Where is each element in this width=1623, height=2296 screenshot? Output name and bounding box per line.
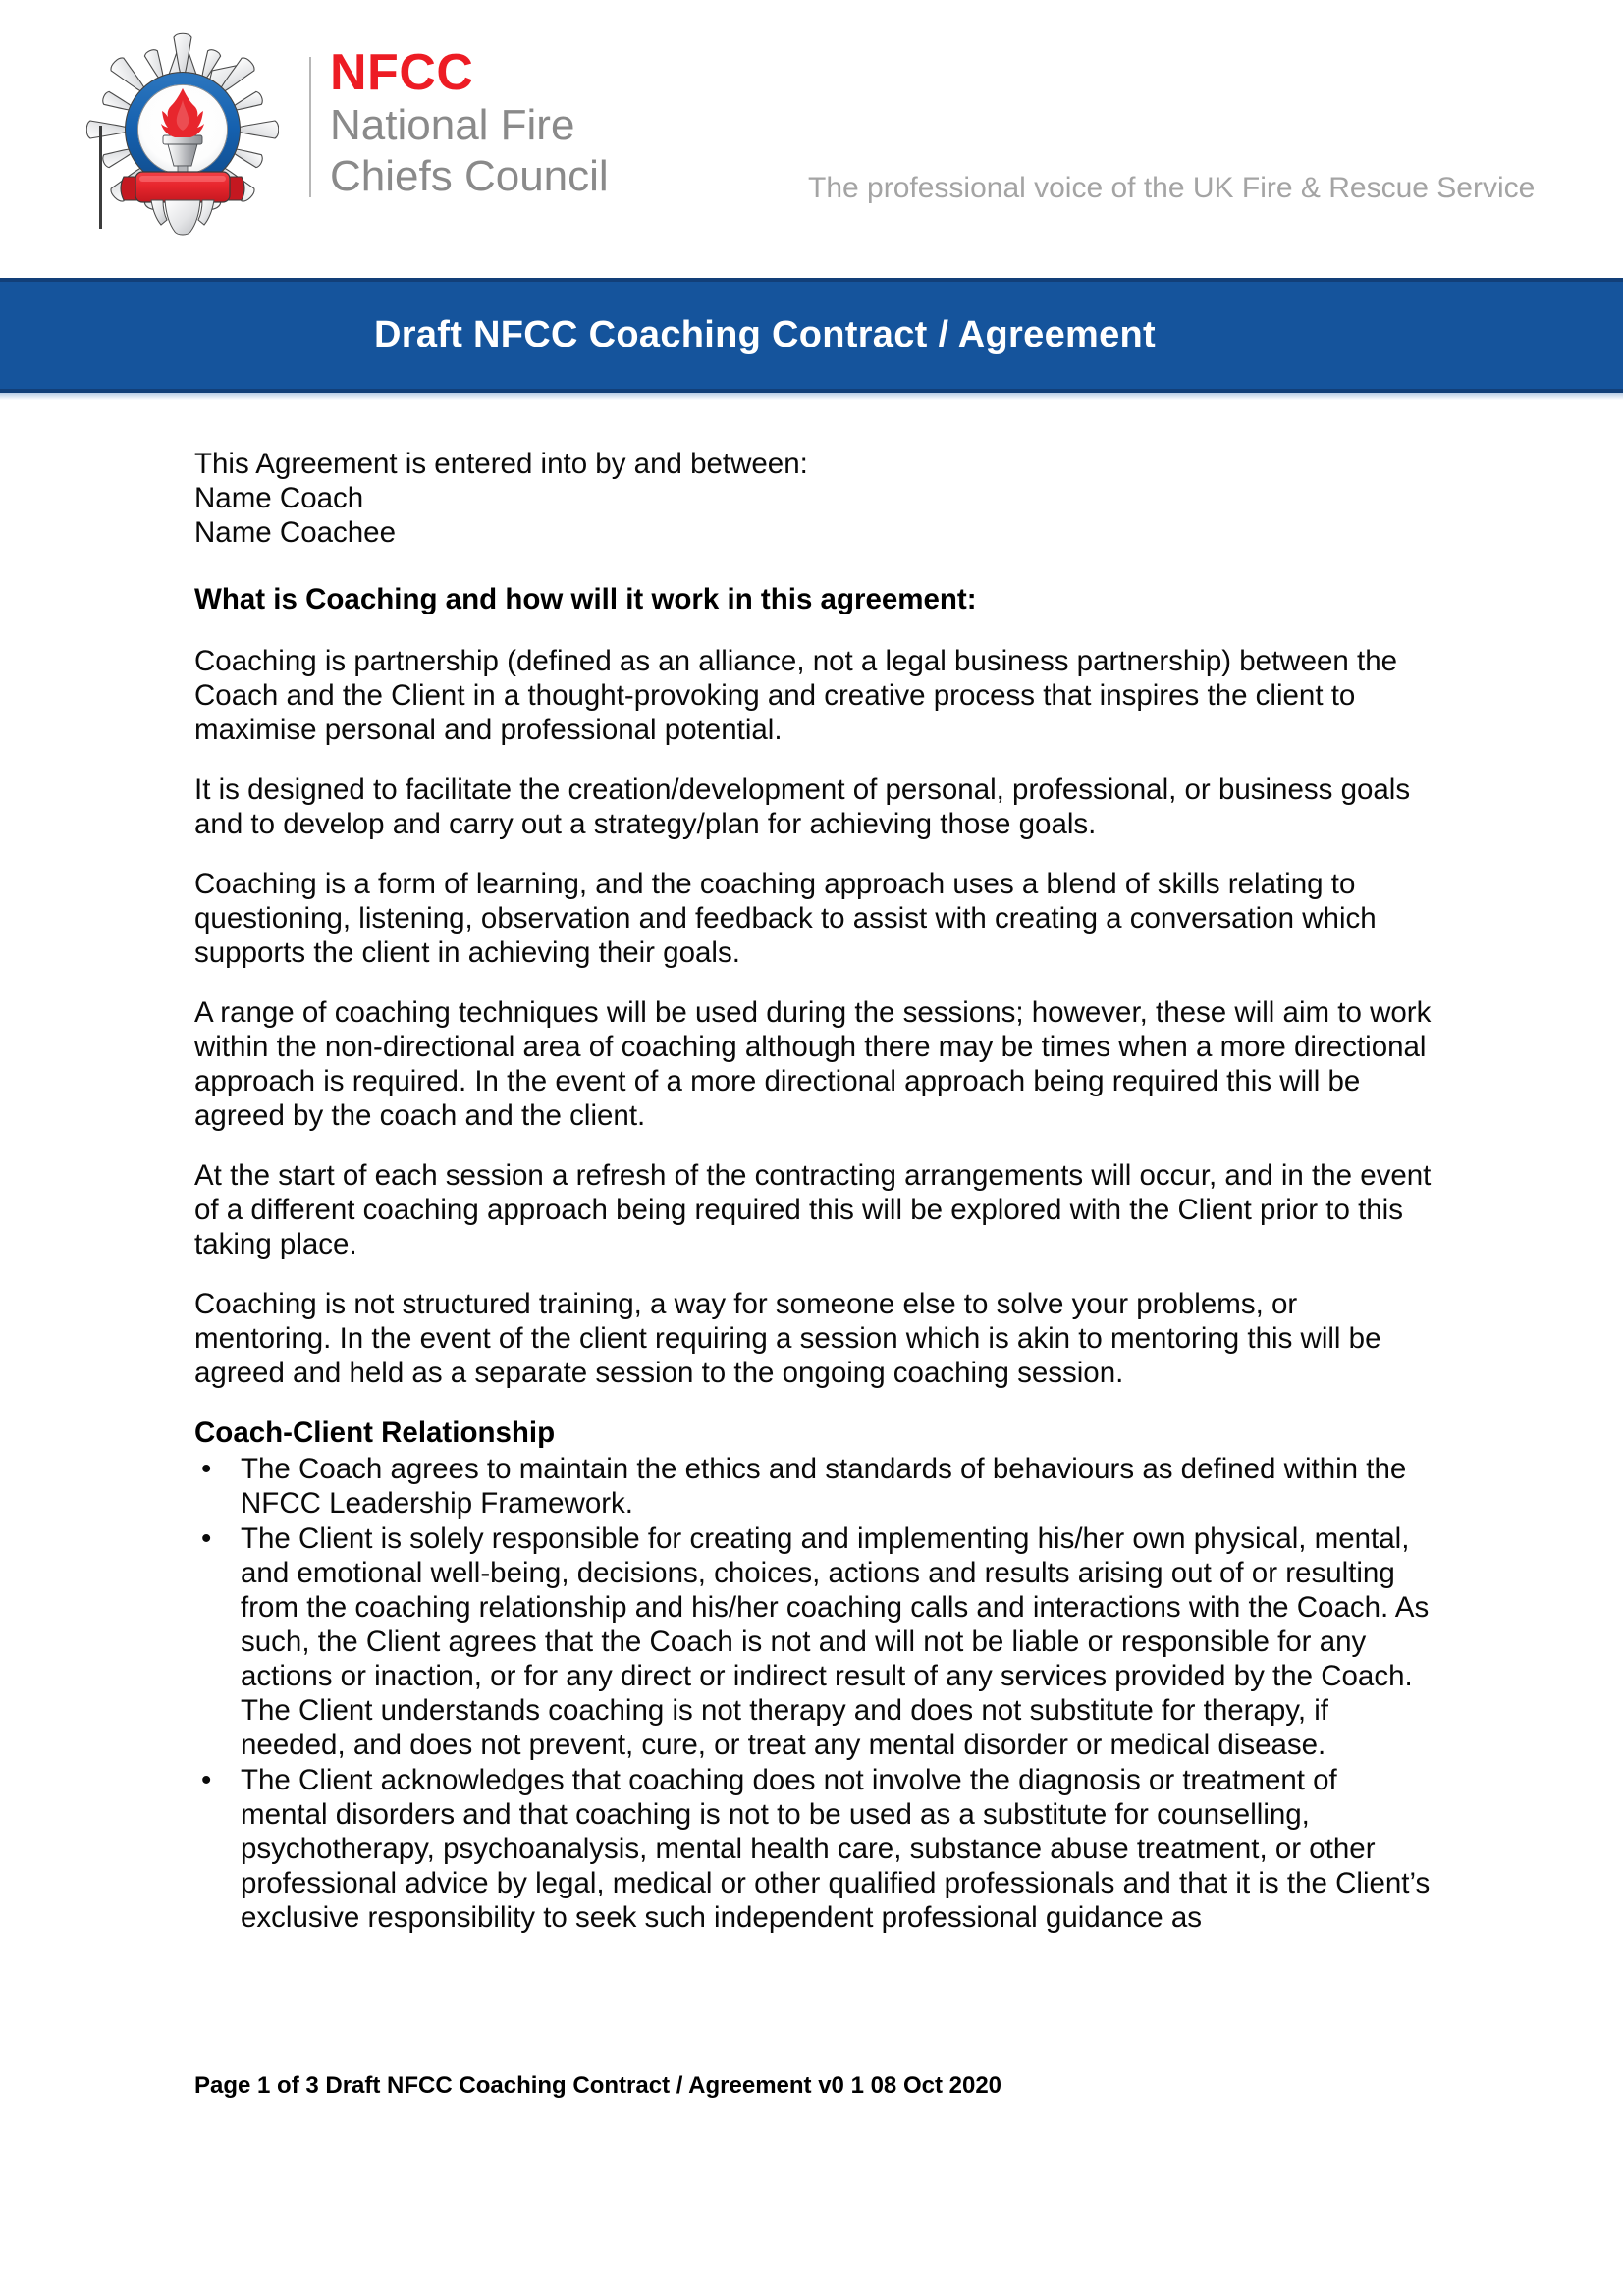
intro-line-1: This Agreement is entered into by and between: [194,448,808,480]
paragraph-start-of-each-session: At the start of each session a refresh of the contracting arrangements will occur, and in the event of a different coaching approach being required this will be explored with the Client prior to this taking place. [194,1159,1432,1260]
list-item [194,1452,1432,1521]
coach-client-relationship-list [194,1452,1432,1935]
banner-shadow [0,393,1623,400]
paragraph-coaching-partnership: Coaching is partnership (defined as an alliance, not a legal business partnership) between the Coach and the Client in a thought-provoking and creative process that inspires the client to maximise personal and professional potential. [194,645,1398,746]
document-header [0,0,1623,278]
list-item [194,1522,1432,1762]
section-heading-what-is-coaching: What is Coaching and how will it work in this agreement: [194,583,977,615]
paragraph-coaching-techniques: A range of coaching techniques will be used during the sessions; however, these will aim to work within the non-directional area of coaching although there may be times when a more directional approach is required. In the event of a more directional approach being required this will be agreed by the coach and the client. [194,996,1432,1132]
intro-line-3: Name Coachee [194,516,396,549]
paragraph-not-structured-training: Coaching is not structured training, a way for someone else to solve your problems, or mentoring. In the event of the client requiring a session which is akin to mentoring this will be agreed and held as a separate session to the ongoing coaching session. [194,1288,1381,1389]
list-item-text: The Client is solely responsible for creating and implementing his/her own physical, mental, and emotional well-being, decisions, choices, actions and results arising out of or resulting from the coaching relationship and his/her coaching calls and interactions with the Coach. As such, the Client agrees that the Coach is not and will not be liable or responsible for any actions or inaction, or for any direct or indirect result of any services provided by the Coach. The Client understands coaching is not therapy and does not substitute for therapy, if needed, and does not prevent, cure, or treat any mental disorder or medical disease. [241,1522,1430,1761]
list-item-text: The Coach agrees to maintain the ethics and standards of behaviours as defined within the NFCC Leadership Framework. [241,1453,1407,1520]
section-heading-coach-client-relationship: Coach-Client Relationship [194,1416,556,1449]
document-title-banner [0,278,1623,393]
list-item-text: The Client acknowledges that coaching does not involve the diagnosis or treatment of mental disorders and that coaching is not to be used as a substitute for counselling, psychotherapy, psychoanalysis, mental health care, substance abuse treatment, or other professional advice by legal, medical or other qualified professionals and that it is the Client’s exclusive responsibility to seek such independent professional guidance as [241,1764,1431,1934]
logo-abbrev: NFCC [330,44,474,101]
paragraph-designed-to-facilitate: It is designed to facilitate the creation/development of personal, professional, or business goals and to develop and carry out a strategy/plan for achieving those goals. [194,774,1411,840]
logo-vertical-accent-rule [99,126,102,229]
document-body [194,447,1432,1936]
bullet-icon: • [201,1522,212,1555]
paragraph-form-of-learning: Coaching is a form of learning, and the coaching approach uses a blend of skills relating to questioning, listening, observation and feedback to assist with creating a conversation which supports the client in achieving their goals. [194,868,1377,969]
page-title: Draft NFCC Coaching Contract / Agreement [374,314,1156,355]
bullet-icon: • [201,1453,212,1485]
logo-wordmark [330,45,840,202]
intro-line-2: Name Coach [194,482,364,514]
logo-divider [309,57,311,197]
page-footer: Page 1 of 3 Draft NFCC Coaching Contract / Agreement v0 1 08 Oct 2020 [194,2072,1002,2099]
list-item [194,1763,1432,1935]
logo-tagline: The professional voice of the UK Fire & Rescue Service [808,172,1536,204]
logo-name-line-2: Chiefs Council [330,152,609,200]
logo-name-line-1: National Fire [330,101,575,149]
bullet-icon: • [201,1764,212,1796]
nfcc-crest-icon [86,27,279,245]
